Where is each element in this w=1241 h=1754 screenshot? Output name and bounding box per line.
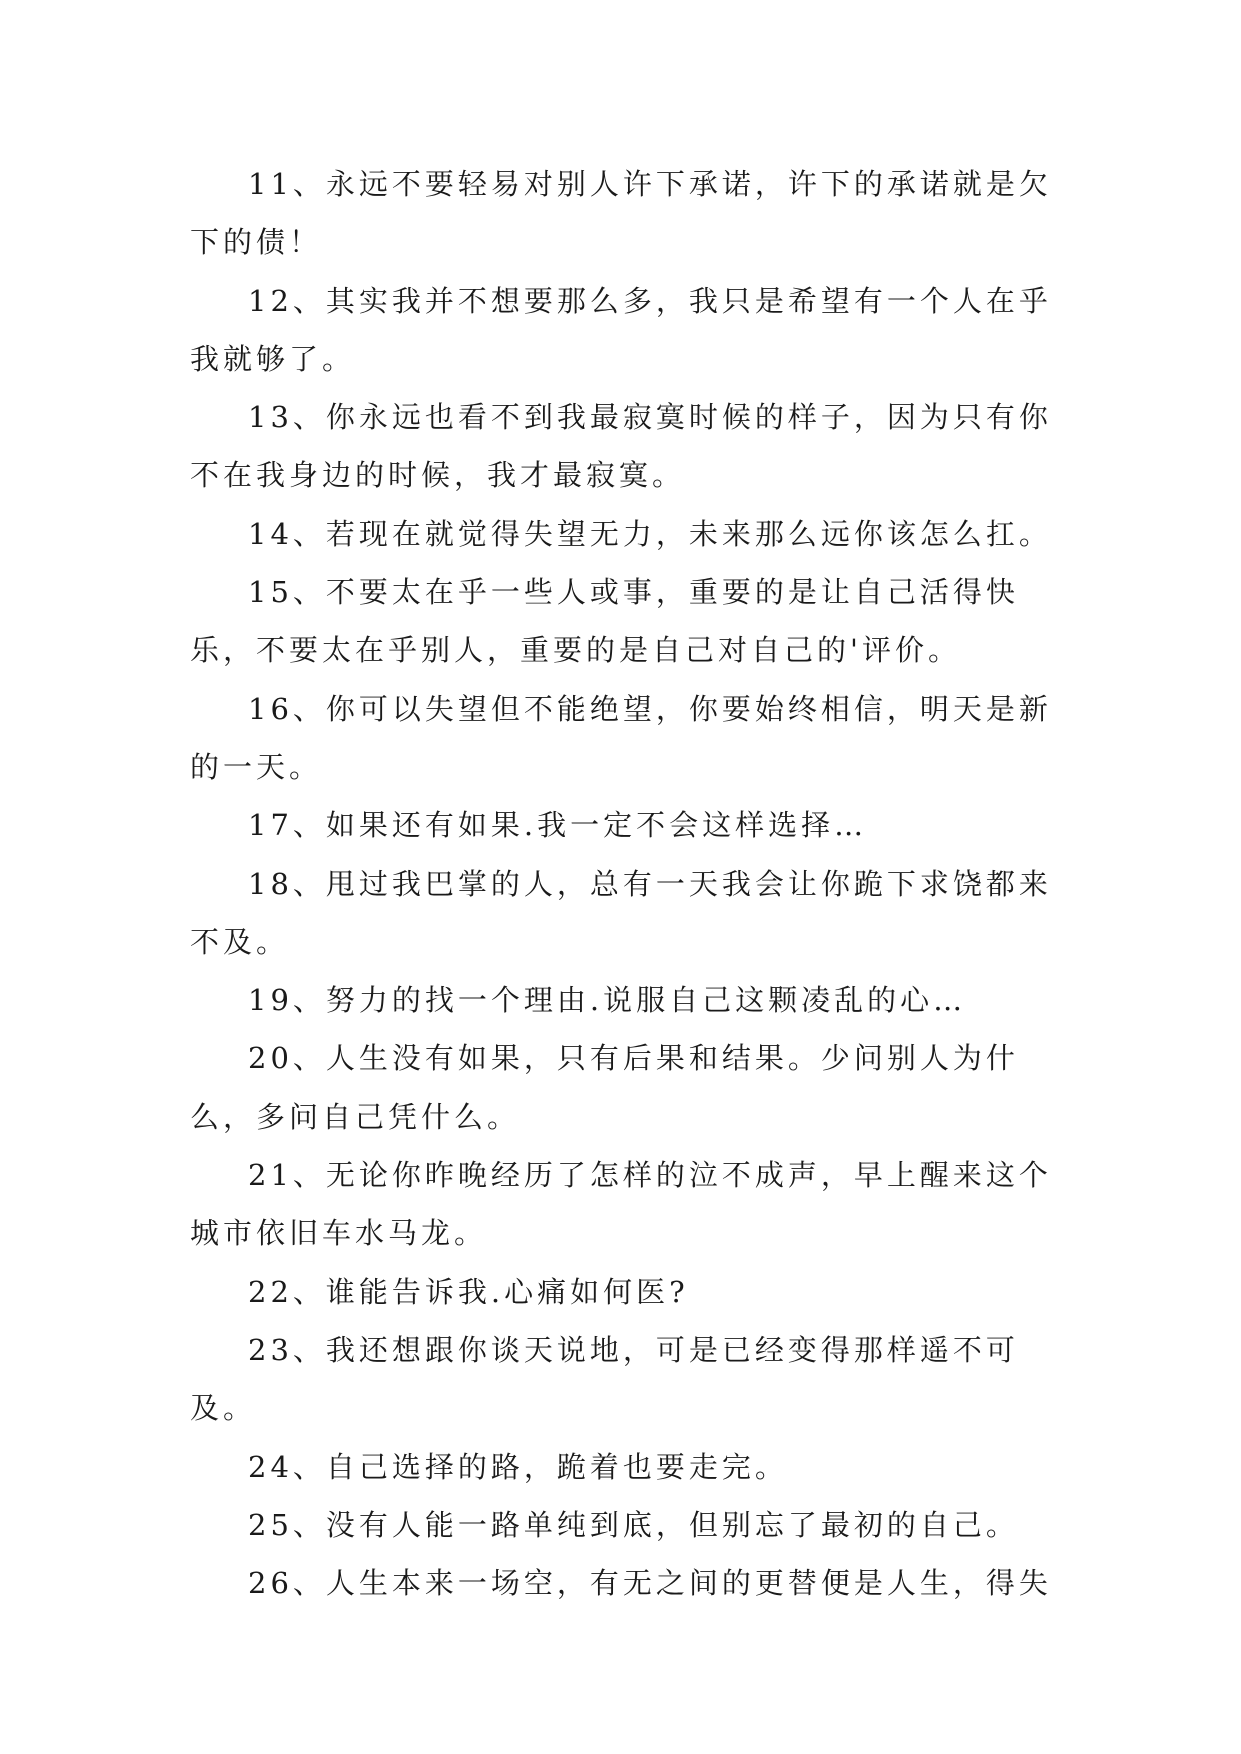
quote-paragraph-19: 19、努力的找一个理由.说服自己这颗凌乱的心… — [248, 983, 967, 1018]
quote-paragraph-24: 24、自己选择的路，跪着也要走完。 — [248, 1449, 788, 1484]
quote-paragraph-21: 21、无论你昨晚经历了怎样的泣不成声，早上醒来这个城市依旧车水马龙。 — [190, 1158, 1052, 1251]
document-body — [190, 155, 1060, 1612]
quote-paragraph-11: 11、永远不要轻易对别人许下承诺，许下的承诺就是欠下的债！ — [190, 167, 1052, 260]
quote-paragraph-20: 20、人生没有如果，只有后果和结果。少问别人为什么，多问自己凭什么。 — [190, 1041, 1019, 1134]
quote-paragraph-17: 17、如果还有如果.我一定不会这样选择… — [248, 808, 868, 843]
quote-paragraph-18: 18、甩过我巴掌的人，总有一天我会让你跪下求饶都来不及。 — [190, 866, 1052, 959]
quote-paragraph-15: 15、不要太在乎一些人或事，重要的是让自己活得快乐，不要太在乎别人，重要的是自己对自己的'评价。 — [190, 575, 1019, 668]
quote-paragraph-25: 25、没有人能一路单纯到底，但别忘了最初的自己。 — [248, 1507, 1019, 1542]
quote-paragraph-26: 26、人生本来一场空，有无之间的更替便是人生，得失 — [248, 1566, 1052, 1601]
quote-paragraph-22: 22、谁能告诉我.心痛如何医? — [248, 1274, 689, 1309]
quote-paragraph-14: 14、若现在就觉得失望无力，未来那么远你该怎么扛。 — [248, 516, 1052, 551]
quote-paragraph-12: 12、其实我并不想要那么多，我只是希望有一个人在乎我就够了。 — [190, 283, 1052, 376]
quote-paragraph-23: 23、我还想跟你谈天说地，可是已经变得那样遥不可及。 — [190, 1332, 1019, 1426]
quote-paragraph-13: 13、你永远也看不到我最寂寞时候的样子，因为只有你不在我身边的时候，我才最寂寞。 — [190, 400, 1052, 493]
quote-paragraph-16: 16、你可以失望但不能绝望，你要始终相信，明天是新的一天。 — [190, 691, 1052, 784]
